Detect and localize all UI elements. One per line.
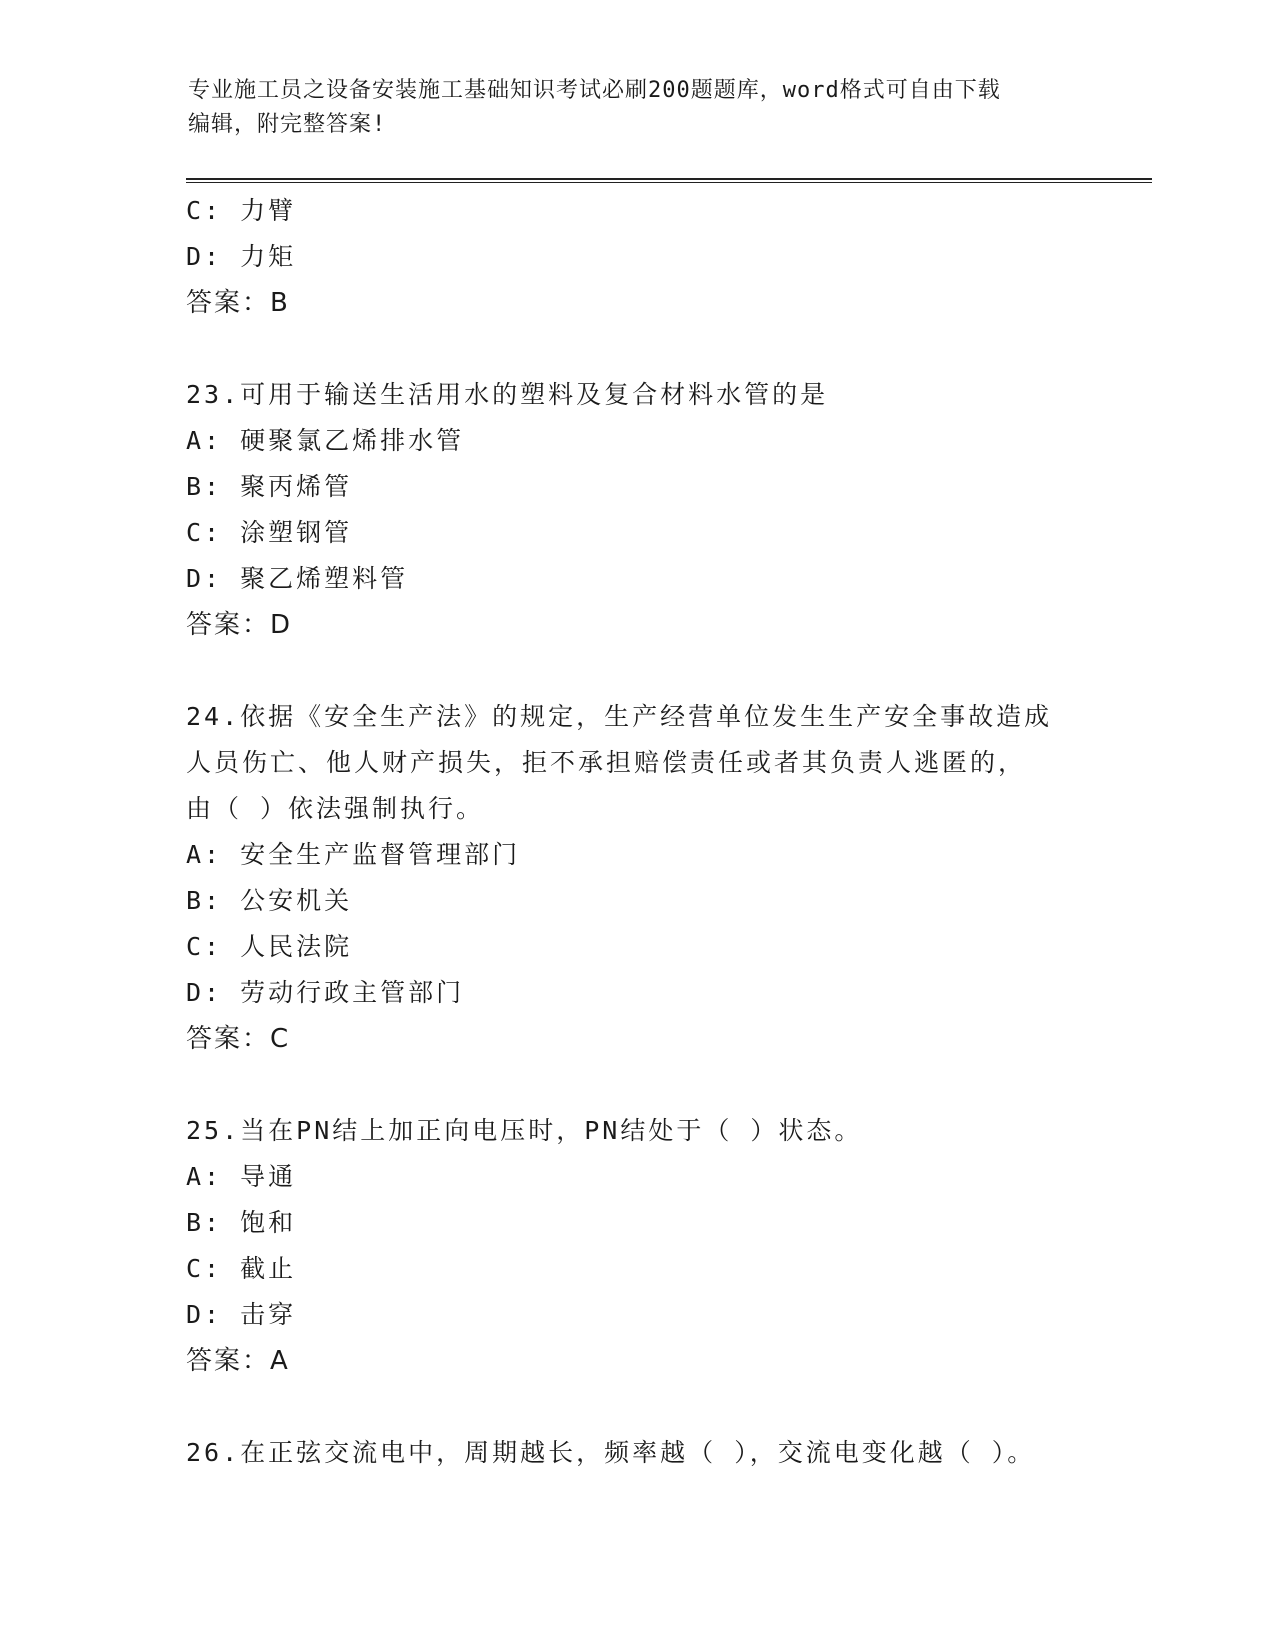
option-c: C: 人民法院: [186, 932, 353, 961]
spacer: [186, 1384, 1086, 1430]
header-title-line-2: 编辑，附完整答案!: [188, 112, 387, 137]
question-stem-line-1: 24.依据《安全生产法》的规定，生产经营单位发生生产安全事故造成: [186, 702, 1053, 731]
question-22-tail: [186, 188, 1086, 326]
option-a: A: 导通: [186, 1162, 297, 1191]
answer-text: 答案：A: [186, 1346, 290, 1376]
answer-text: 答案：D: [186, 610, 293, 640]
option-a: A: 硬聚氯乙烯排水管: [186, 426, 465, 455]
option-d: D: 击穿: [186, 1300, 297, 1329]
option-d: D: 力矩: [186, 242, 297, 271]
question-25: [186, 1108, 1086, 1384]
question-list: [186, 188, 1086, 1476]
spacer: [186, 326, 1086, 372]
question-26: [186, 1430, 1086, 1476]
option-d: D: 劳动行政主管部门: [186, 978, 465, 1007]
header-divider: [186, 178, 1152, 183]
question-stem: 25.当在PN结上加正向电压时，PN结处于（ ）状态。: [186, 1116, 863, 1145]
question-stem-line-2: 人员伤亡、他人财产损失，拒不承担赔偿责任或者其负责人逃匿的，: [186, 748, 1027, 777]
option-b: B: 公安机关: [186, 886, 353, 915]
option-c: C: 截止: [186, 1254, 297, 1283]
question-stem-line-3: 由（ ）依法强制执行。: [186, 794, 485, 823]
spacer: [186, 1062, 1086, 1108]
spacer: [186, 648, 1086, 694]
page-header: [188, 74, 1068, 142]
question-stem: 23.可用于输送生活用水的塑料及复合材料水管的是: [186, 380, 829, 409]
question-24: [186, 694, 1086, 1062]
option-b: B: 饱和: [186, 1208, 297, 1237]
option-c: C: 力臂: [186, 196, 297, 225]
question-stem: 26.在正弦交流电中，周期越长，频率越（ ），交流电变化越（ ）。: [186, 1438, 1036, 1467]
option-c: C: 涂塑钢管: [186, 518, 353, 547]
header-title-line-1: 专业施工员之设备安装施工基础知识考试必刷200题题库，word格式可自由下载: [188, 78, 1001, 103]
option-d: D: 聚乙烯塑料管: [186, 564, 409, 593]
option-b: B: 聚丙烯管: [186, 472, 353, 501]
option-a: A: 安全生产监督管理部门: [186, 840, 521, 869]
answer-text: 答案：B: [186, 288, 290, 318]
question-23: [186, 372, 1086, 648]
answer-text: 答案：C: [186, 1024, 291, 1054]
